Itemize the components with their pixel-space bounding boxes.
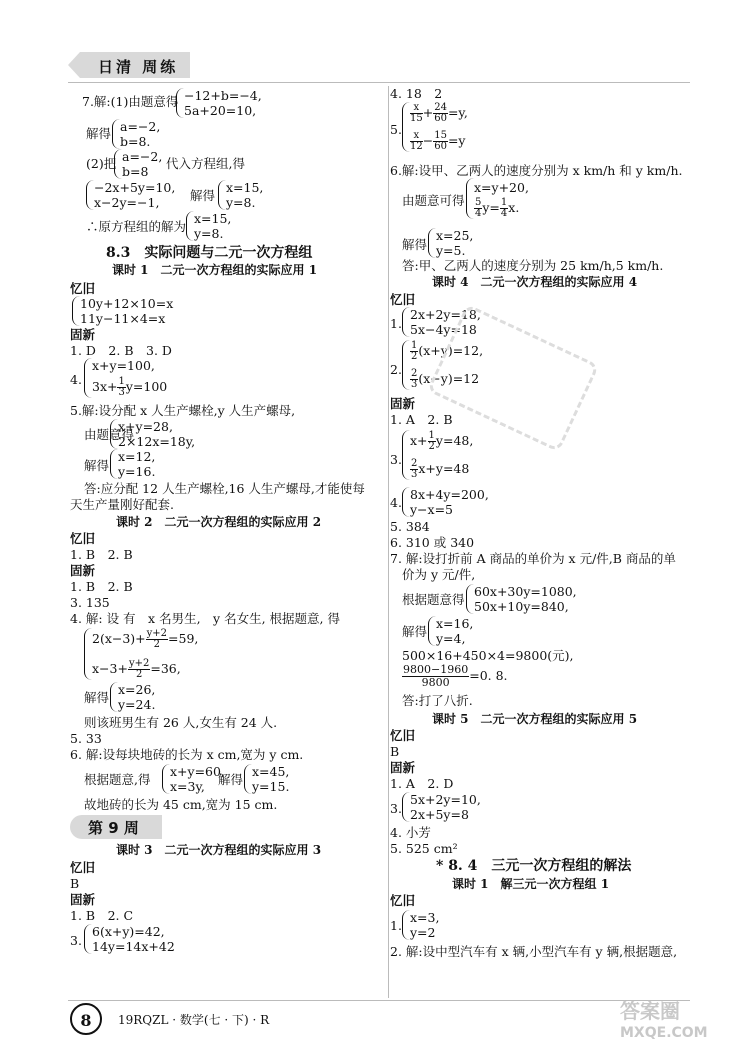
answer-line: 价为 y 元/件,	[402, 567, 476, 582]
fraction: $\frac{1}{2}$	[411, 340, 418, 362]
answer-line: 3.	[390, 801, 402, 816]
fraction: $\frac{15}{60}$	[434, 130, 447, 152]
header-title: 日清 周练	[98, 58, 179, 76]
equation-system: x=3, y=2	[402, 910, 439, 940]
equation-system: 5x+2y=10, 2x+5y=8	[402, 792, 481, 822]
section-label: 固新	[390, 760, 416, 775]
equation-system: −12+b=−4, 5a+20=10,	[176, 88, 262, 118]
equation-system: −2x+5y=10, x−2y=−1,	[86, 180, 175, 210]
equation-system: 60x+30y=1080, 50x+10y=840,	[466, 584, 577, 614]
equation-system: 2x+2y=18, 5x−4y=18	[402, 307, 481, 337]
solve-label: 解得	[190, 188, 216, 203]
answer-line: 5. 384	[390, 519, 430, 534]
week-label: 第 9 周	[88, 819, 139, 837]
fraction: $\frac{9800-1960}{9800}$	[403, 663, 469, 689]
answer-line: 1. B 2. B	[70, 579, 133, 594]
answer-line: 3. 135	[70, 595, 110, 610]
fraction: $\frac{1}{4}$	[500, 197, 508, 219]
answer-line: 6.解:设甲、乙两人的速度分别为 x km/h 和 y km/h.	[390, 163, 683, 178]
lesson-title: 课时 4 二元一次方程组的实际应用 4	[432, 275, 638, 289]
answer-line: 4.	[390, 495, 402, 510]
fraction: $\frac{2}{3}$	[411, 458, 418, 480]
solve-label: 解得	[84, 690, 110, 705]
answer-line: 500×16+450×4=9800(元),	[402, 648, 574, 663]
fraction: $\frac{x}{15}$	[410, 102, 423, 124]
equation-system: x+y=60, x=3y,	[162, 764, 225, 794]
answer-line: 4.	[70, 372, 82, 387]
solve-label: 解得	[402, 624, 428, 639]
equation-system: x=26, y=24.	[110, 682, 155, 712]
answer-line: 根据题意,得	[84, 772, 151, 787]
section-label: 忆旧	[390, 292, 416, 307]
section-label: 忆旧	[70, 281, 96, 296]
fraction: $\frac{1}{3}$	[118, 376, 125, 398]
answer-line: 4. 18 2	[390, 86, 443, 101]
column-divider	[388, 86, 389, 998]
answer-line: 由题意可得	[402, 193, 465, 208]
footer-code: 19RQZL · 数学(七 · 下) · R	[118, 1013, 270, 1027]
answer-line: 根据题意得	[402, 592, 465, 607]
answer-line: 1.	[390, 918, 402, 933]
page-number: 8	[70, 1003, 102, 1035]
section-label: 忆旧	[70, 531, 96, 546]
equation-system: a=−2, b=8	[114, 149, 162, 179]
section-label: 固新	[70, 327, 96, 342]
equation-system: x=12, y=16.	[110, 449, 155, 479]
answer-line: 答:打了八折.	[402, 693, 473, 708]
answer-line: 故地砖的长为 45 cm,宽为 15 cm.	[84, 797, 278, 812]
header-rule	[68, 82, 690, 83]
section-title: 8.3 实际问题与二元一次方程组	[106, 245, 313, 261]
q7-conclusion: ∴原方程组的解为	[86, 219, 187, 234]
equation-system: x=25, y=5.	[428, 228, 473, 258]
solve-label: 解得	[402, 237, 428, 252]
section-label: 固新	[70, 563, 96, 578]
section-label: 忆旧	[390, 893, 416, 908]
equation-system: 2(x−3)+ $\frac{y+2}{2}$ =59, x−3+ $\frac{y+2}{2}$ =36,	[84, 628, 198, 680]
answer-line: 1. B 2. C	[70, 908, 134, 923]
answer-line: 5. 525 cm²	[390, 841, 458, 856]
lesson-title: 课时 1 二元一次方程组的实际应用 1	[112, 263, 318, 277]
footer-rule	[68, 1000, 690, 1001]
answer-line: 2.	[390, 362, 402, 377]
equation-system: x=16, y=4,	[428, 616, 473, 646]
lesson-title: 课时 3 二元一次方程组的实际应用 3	[116, 843, 322, 857]
equation-system: 10y+12×10=x 11y−11×4=x	[72, 296, 173, 326]
solve-label: 解得	[218, 772, 244, 787]
answer-line: 5. 33	[70, 731, 102, 746]
solve-label: 解得	[86, 126, 112, 141]
section-label: 固新	[390, 396, 416, 411]
watermark-logo: 答案圈 MXQE.COM	[620, 999, 708, 1041]
q7-part2-text: 代入方程组,得	[166, 156, 245, 171]
answer-line: 答:应分配 12 人生产螺栓,16 人生产螺母,才能使每	[84, 481, 365, 496]
answer-line: 5.解:设分配 x 人生产螺栓,y 人生产螺母,	[70, 403, 296, 418]
answer-line: 答:甲、乙两人的速度分别为 25 km/h,5 km/h.	[402, 258, 664, 273]
answer-line: 4. 小芳	[390, 825, 431, 840]
equation-system: x+ $\frac{1}{2}$ y=48, $\frac{2}{3}$ x+y=48	[402, 430, 473, 480]
answer-line: 1. A 2. D	[390, 776, 454, 791]
fraction: $\frac{5}{4}$	[475, 197, 482, 219]
equation-system: $\frac{1}{2}$ (x+y)=12, $\frac{2}{3}$ (x−y)=12	[402, 340, 483, 390]
fraction: $\frac{1}{2}$	[428, 430, 435, 452]
solve-label: 解得	[84, 458, 110, 473]
answer-line: 4. 解: 设 有 x 名男生, y 名女生, 根据题意, 得	[70, 611, 340, 626]
fraction: $\frac{y+2}{2}$	[128, 658, 150, 680]
equation-system: $\frac{x}{15}$ + $\frac{24}{60}$ =y, $\frac{x}{12}$ − $\frac{15}{60}$ =y	[402, 102, 468, 152]
fraction: $\frac{24}{60}$	[434, 102, 447, 124]
section-label: 忆旧	[70, 860, 96, 875]
equation-system: x+y=28, 2×12x=18y,	[110, 419, 195, 449]
equation-system: x=45, y=15.	[244, 764, 289, 794]
lesson-title: 课时 1 解三元一次方程组 1	[452, 877, 610, 891]
equation-system: 8x+4y=200, y−x=5	[402, 487, 489, 517]
answer-line: 3.	[390, 452, 402, 467]
lesson-title: 课时 2 二元一次方程组的实际应用 2	[116, 515, 322, 529]
lesson-title: 课时 5 二元一次方程组的实际应用 5	[432, 712, 638, 726]
answer-line: 7. 解:设打折前 A 商品的单价为 x 元/件,B 商品的单	[390, 551, 676, 566]
answer-line: 则该班男生有 26 人,女生有 24 人.	[84, 715, 278, 730]
equation-system: 6(x+y)=42, 14y=14x+42	[84, 924, 175, 954]
fraction: $\frac{x}{12}$	[410, 130, 423, 152]
answer-line: 6. 310 或 340	[390, 535, 475, 550]
equation-system: a=−2, b=8.	[112, 119, 160, 149]
answer-line: 天生产量刚好配套.	[70, 497, 174, 512]
answer-line: 由题意得	[84, 427, 135, 442]
answer-line: 3.	[70, 933, 82, 948]
section-label: 忆旧	[390, 728, 416, 743]
answer-line: 1. A 2. B	[390, 412, 453, 427]
answer-line: B	[390, 744, 400, 759]
q7-intro: 7.解:(1)由题意得	[82, 94, 179, 109]
section-label: 固新	[70, 892, 96, 907]
answer-line: 6. 解:设每块地砖的长为 x cm,宽为 y cm.	[70, 747, 304, 762]
section-title: * 8. 4 三元一次方程组的解法	[436, 858, 632, 874]
equation-system: x=15, y=8.	[186, 211, 231, 241]
answer-line: B	[70, 876, 80, 891]
equation-system: x+y=100, 3x+ $\frac{1}{3}$ y=100	[84, 358, 167, 398]
equation-system: x=15, y=8.	[218, 180, 263, 210]
answer-line: 5.	[390, 122, 402, 137]
answer-line: 2. 解:设中型汽车有 x 辆,小型汽车有 y 辆,根据题意,	[390, 944, 678, 959]
equation-system: x=y+20, $\frac{5}{4}$ y= $\frac{1}{4}$ x.	[466, 178, 529, 219]
q7-part2: (2)把	[86, 156, 117, 171]
answer-line: $\frac{9800-1960}{9800}$ =0. 8.	[403, 663, 508, 689]
answer-line: 1. B 2. B	[70, 547, 133, 562]
fraction: $\frac{2}{3}$	[411, 368, 418, 390]
fraction: $\frac{y+2}{2}$	[146, 628, 168, 650]
answer-line: 1. D 2. B 3. D	[70, 343, 172, 358]
answer-line: 1.	[390, 316, 402, 331]
